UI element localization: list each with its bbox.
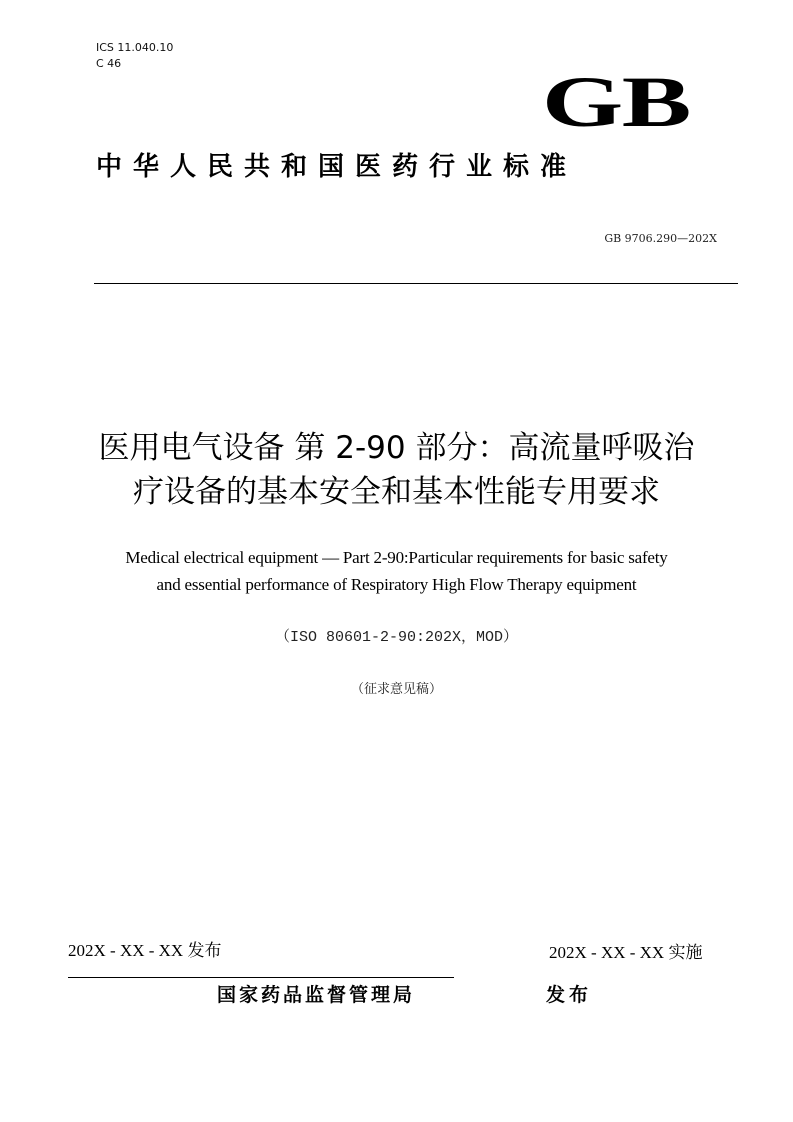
english-title [0, 544, 793, 598]
chinese-title-line-1: 医用电气设备 第 2-90 部分：高流量呼吸治 [98, 430, 695, 466]
chinese-title-line-2: 疗设备的基本安全和基本性能专用要求 [133, 474, 660, 510]
header-divider [94, 283, 738, 284]
draft-status: （征求意见稿） [350, 682, 442, 697]
ics-code: ICS 11.040.10 [96, 41, 174, 54]
publish-label: 发布 [546, 984, 593, 1006]
ccs-code: C 46 [96, 57, 122, 70]
implementation-date: 202X - XX - XX 实施 [549, 943, 703, 962]
classification-codes [96, 40, 173, 72]
standard-category-title: 中华人民共和国医药行业标准 [96, 152, 578, 182]
release-date: 202X - XX - XX 发布 [68, 941, 222, 960]
standard-number: GB 9706.290—202X [604, 232, 717, 245]
english-title-line-1: Medical electrical equipment — Part 2-90:Particular requirements for basic safety [125, 548, 668, 567]
iso-reference: （ISO 80601-2-90:202X，MOD） [274, 629, 519, 646]
english-title-line-2: and essential performance of Respiratory High Flow Therapy equipment [156, 575, 637, 594]
chinese-title [0, 426, 793, 514]
issuing-authority: 国家药品监督管理局 [217, 984, 416, 1006]
footer-divider [68, 977, 454, 978]
gb-logo: GB [542, 62, 690, 142]
